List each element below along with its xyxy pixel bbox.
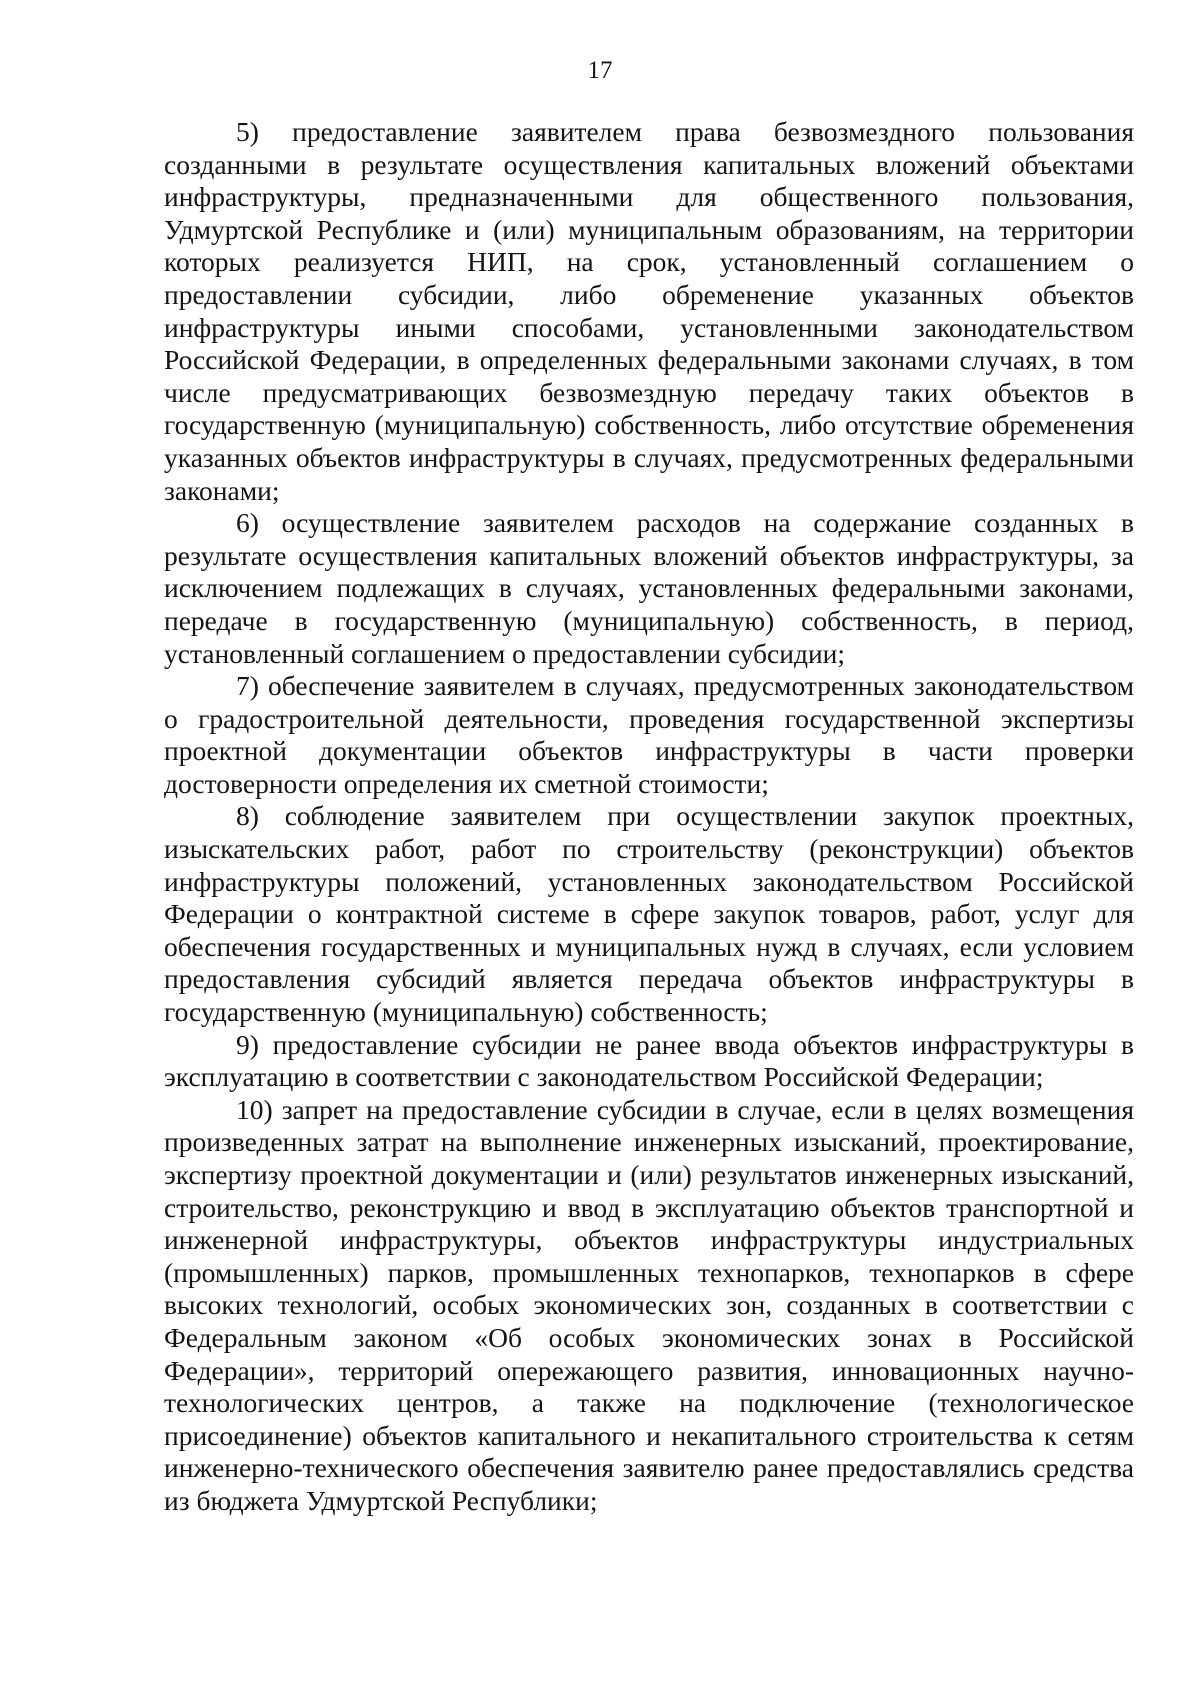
paragraph-item-7: 7) обеспечение заявителем в случаях, предусмотренных законодательством о градостроительной деятельности, проведения государственной экспертизы проектной документации объектов инфраструктуры в части проверки достоверности определения их сметной стоимости; bbox=[164, 670, 1134, 799]
paragraph-item-9: 9) предоставление субсидии не ранее ввода объектов инфраструктуры в эксплуатацию в соответствии с законодательством Российской Федерации; bbox=[164, 1028, 1134, 1093]
paragraph-item-8: 8) соблюдение заявителем при осуществлении закупок проектных, изыскательских работ, работ по строительству (реконструкции) объектов инфраструктуры положений, установленных законодательством Российской Федерации о контрактной системе в сфере закупок товаров, работ, услуг для обеспечения государственных и муниципальных нужд в случаях, если условием предоставления субсидий является передача объектов инфраструктуры в государственную (муниципальную) собственность; bbox=[164, 800, 1134, 1028]
paragraph-item-6: 6) осуществление заявителем расходов на содержание созданных в результате осуществления капитальных вложений объектов инфраструктуры, за исключением подлежащих в случаях, установленных федеральными законами, передаче в государственную (муниципальную) собственность, в период, установленный соглашением о предоставлении субсидии; bbox=[164, 507, 1134, 669]
paragraph-item-10: 10) запрет на предоставление субсидии в случае, если в целях возмещения произведенных затрат на выполнение инженерных изысканий, проектирование, экспертизу проектной документации и (или) результатов инженерных изысканий, строительство, реконструкцию и ввод в эксплуатацию объектов транспортной и инженерной инфраструктуры, объектов инфраструктуры индустриальных (промышленных) парков, промышленных технопарков, технопарков в сфере высоких технологий, особых экономических зон, созданных в соответствии с Федеральным законом «Об особых экономических зонах в Российской Федерации», территорий опережающего развития, инновационных научно-технологических центров, а также на подключение (технологическое присоединение) объектов капитального и некапитального строительства к сетям инженерно-технического обеспечения заявителю ранее предоставлялись средства из бюджета Удмуртской Республики; bbox=[164, 1093, 1134, 1516]
page-number: 17 bbox=[587, 57, 613, 84]
paragraph-item-5: 5) предоставление заявителем права безвозмездного пользования созданными в результате осуществления капитальных вложений объектами инфраструктуры, предназначенными для общественного пользования, Удмуртской Республике и (или) муниципальным образованиям, на территории которых реализуется НИП, на срок, установленный соглашением о предоставлении субсидии, либо обременение указанных объектов инфраструктуры иными способами, установленными законодательством Российской Федерации, в определенных федеральными законами случаях, в том числе предусматривающих безвозмездную передачу таких объектов в государственную (муниципальную) собственность, либо отсутствие обременения указанных объектов инфраструктуры в случаях, предусмотренных федеральными законами; bbox=[164, 116, 1134, 506]
document-body bbox=[164, 116, 1134, 1518]
